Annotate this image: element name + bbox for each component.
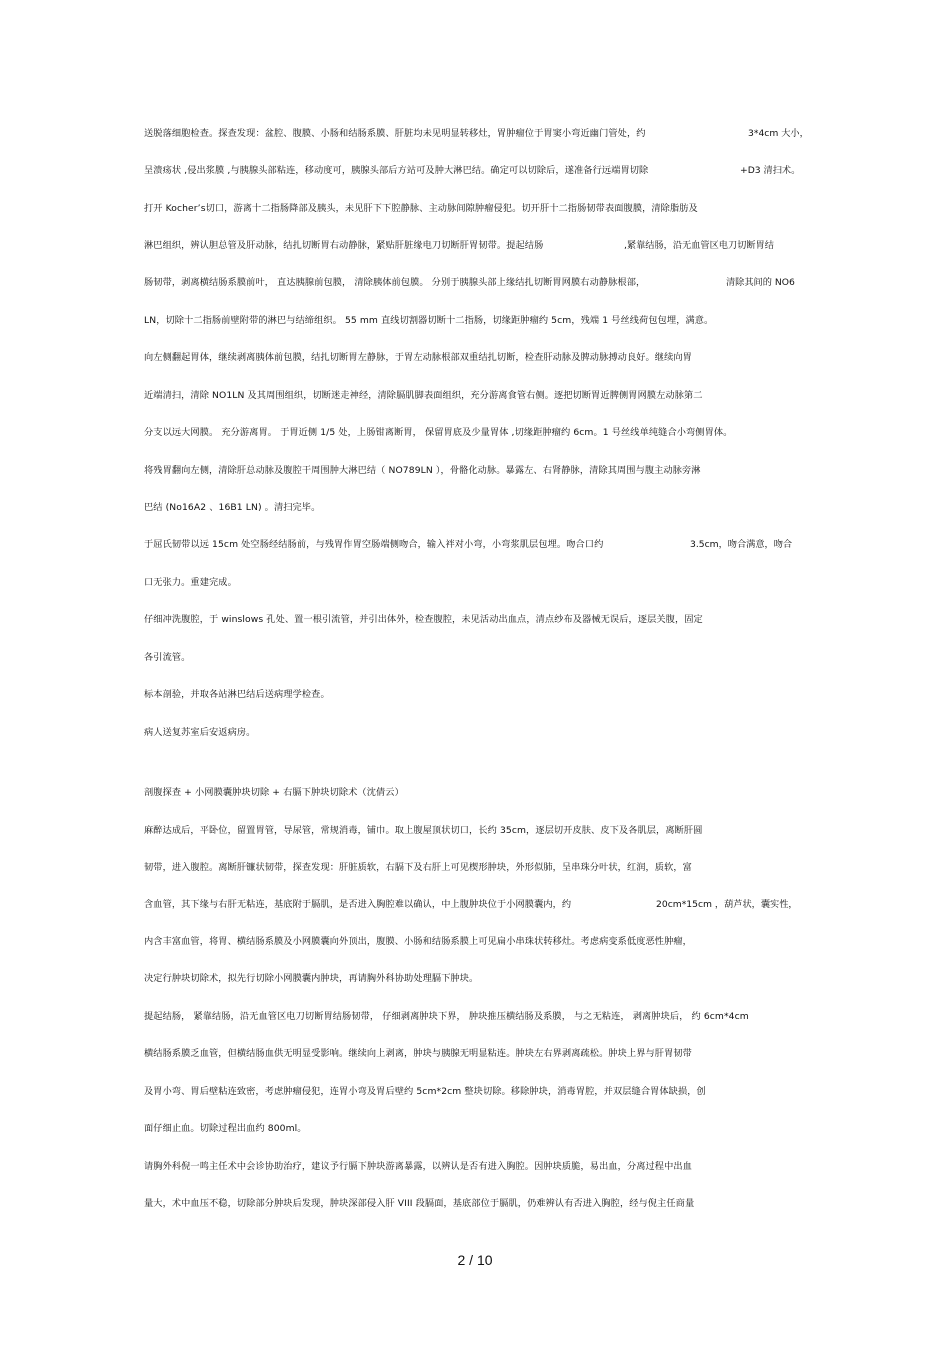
text-line: 呈溃疡状 ,侵出浆膜 ,与胰腺头部粘连，移动度可，胰腺头部后方站可及肿大淋巴结。确定可以切除后，遂准备行远端胃切除 xyxy=(144,165,649,176)
text-line: 肠韧带，剥离横结肠系膜前叶， 直达胰腺前包膜， 清除胰体前包膜。 分别于胰腺头部上缘结扎切断胃网膜右动静脉根部， xyxy=(144,277,646,288)
text-line: 剖腹探查 + 小网膜囊肿块切除 + 右膈下肿块切除术（沈倩云） xyxy=(144,787,404,798)
text-line: 量大，术中血压不稳，切除部分肿块后发现，肿块深部侵入肝 VIII 段膈面，基底部位于膈肌，仍难辨认有否进入胸腔，经与倪主任商量 xyxy=(144,1198,695,1209)
text-line: 韧带，进入腹腔。离断肝镰状韧带，探查发现：肝脏质软，右膈下及右肝上可见楔形肿块，外形似肺，呈串珠分叶状，红润，质软，富 xyxy=(144,862,692,873)
text-line: 分支以远大网膜。 充分游离胃。 于胃近侧 1/5 处，上肠钳离断胃， 保留胃底及少量胃体 ,切缘距肿瘤约 6cm。1 号丝线单纯缝合小弯侧胃体。 xyxy=(144,427,733,438)
text-line: 决定行肿块切除术，拟先行切除小网膜囊内肿块，再请胸外科协助处理膈下肿块。 xyxy=(144,973,479,984)
text-line: 打开 Kocher’s切口，游离十二指肠降部及胰头，未见肝下下腔静脉、主动脉间隙肿瘤侵犯。切开肝十二指肠韧带表面腹膜，清除脂肪及 xyxy=(144,203,698,214)
text-line-tail: 20cm*15cm ，葫芦状，囊实性， xyxy=(656,899,798,910)
text-line: 送脱落细胞检查。探查发现：盆腔、腹膜、小肠和结肠系膜、肝脏均未见明显转移灶，胃肿瘤位于胃窦小弯近幽门管处，约 xyxy=(144,128,646,139)
text-line-tail: +D3 清扫术。 xyxy=(740,165,801,176)
text-line: 麻醉达成后，平卧位，留置胃管，导尿管，常规消毒，铺巾。取上腹屋顶状切口，长约 35cm，逐层切开皮肤、皮下及各肌层，离断肝圆 xyxy=(144,825,703,836)
text-line-tail: 3*4cm 大小， xyxy=(748,128,809,139)
text-line: 向左侧翻起胃体，继续剥离胰体前包膜，结扎切断胃左静脉，于胃左动脉根部双重结扎切断，检查肝动脉及脾动脉搏动良好。继续向胃 xyxy=(144,352,692,363)
text-line-tail: 清除其间的 NO6 xyxy=(726,277,795,288)
text-line: 各引流管。 xyxy=(144,652,191,663)
text-line: 淋巴组织，辨认胆总管及肝动脉，结扎切断胃右动静脉，紧贴肝脏缘电刀切断肝胃韧带。提起结肠 xyxy=(144,240,544,251)
text-line: 巴结 (No16A2 、16B1 LN) 。清扫完毕。 xyxy=(144,502,321,513)
text-line: 于屈氏韧带以远 15cm 处空肠经结肠前，与残胃作胃空肠端侧吻合，输入袢对小弯，小弯浆肌层包埋。吻合口约 xyxy=(144,539,604,550)
text-line: 内含丰富血管，将胃、横结肠系膜及小网膜囊向外顶出，腹膜、小肠和结肠系膜上可见扁小串珠状转移灶。考虑病变系低度恶性肿瘤， xyxy=(144,936,692,947)
text-line-tail: ,紧靠结肠，沿无血管区电刀切断胃结 xyxy=(624,240,774,251)
text-line: 面仔细止血。切除过程出血约 800ml。 xyxy=(144,1123,307,1134)
text-line: 提起结肠， 紧靠结肠，沿无血管区电刀切断胃结肠韧带， 仔细剥离肿块下界， 肿块推压横结肠及系膜， 与之无粘连， 剥离肿块后， 约 6cm*4cm xyxy=(144,1011,749,1022)
text-line: 含血管，其下缘与右肝无粘连，基底附于膈肌，是否进入胸腔难以确认，中上腹肿块位于小网膜囊内，约 xyxy=(144,899,572,910)
text-line-tail: 3.5cm，吻合满意，吻合 xyxy=(690,539,793,550)
text-line: 近端清扫，清除 NO1LN 及其周围组织，切断迷走神经，清除膈肌脚表面组织，充分游离食管右侧。逐把切断胃近脾侧胃网膜左动脉第二 xyxy=(144,390,703,401)
text-line: LN，切除十二指肠前壁附带的淋巴与结缔组织。 55 mm 直线切割器切断十二指肠，切缘距肿瘤约 5cm，残端 1 号丝线荷包包埋，满意。 xyxy=(144,315,714,326)
text-line: 口无张力。重建完成。 xyxy=(144,577,237,588)
text-line: 请胸外科倪一鸣主任术中会诊协助治疗，建议予行膈下肿块游离暴露，以辨认是否有进入胸腔。因肿块质脆，易出血，分离过程中出血 xyxy=(144,1161,692,1172)
page-number: 2 / 10 xyxy=(457,1252,493,1268)
text-line: 横结肠系膜乏血管，但横结肠血供无明显受影响。继续向上剥离，肿块与胰腺无明显粘连。肿块左右界剥离疏松。肿块上界与肝胃韧带 xyxy=(144,1048,692,1059)
text-line: 及胃小弯、胃后壁粘连致密，考虑肿瘤侵犯，连胃小弯及胃后壁约 5cm*2cm 整块切除。移除肿块，消毒胃腔，并双层缝合胃体缺损，创 xyxy=(144,1086,706,1097)
text-line: 病人送复苏室后安返病房。 xyxy=(144,727,256,738)
text-line: 将残胃翻向左侧，清除肝总动脉及腹腔干周围肿大淋巴结（ NO789LN ），骨骼化动脉。暴露左、右肾静脉，清除其周围与腹主动脉旁淋 xyxy=(144,465,701,476)
text-line: 标本剖验，并取各站淋巴结后送病理学检查。 xyxy=(144,689,330,700)
text-line: 仔细冲洗腹腔，于 winslows 孔处、置一根引流管，并引出体外，检查腹腔，未见活动出血点，清点纱布及器械无误后，逐层关腹，固定 xyxy=(144,614,703,625)
